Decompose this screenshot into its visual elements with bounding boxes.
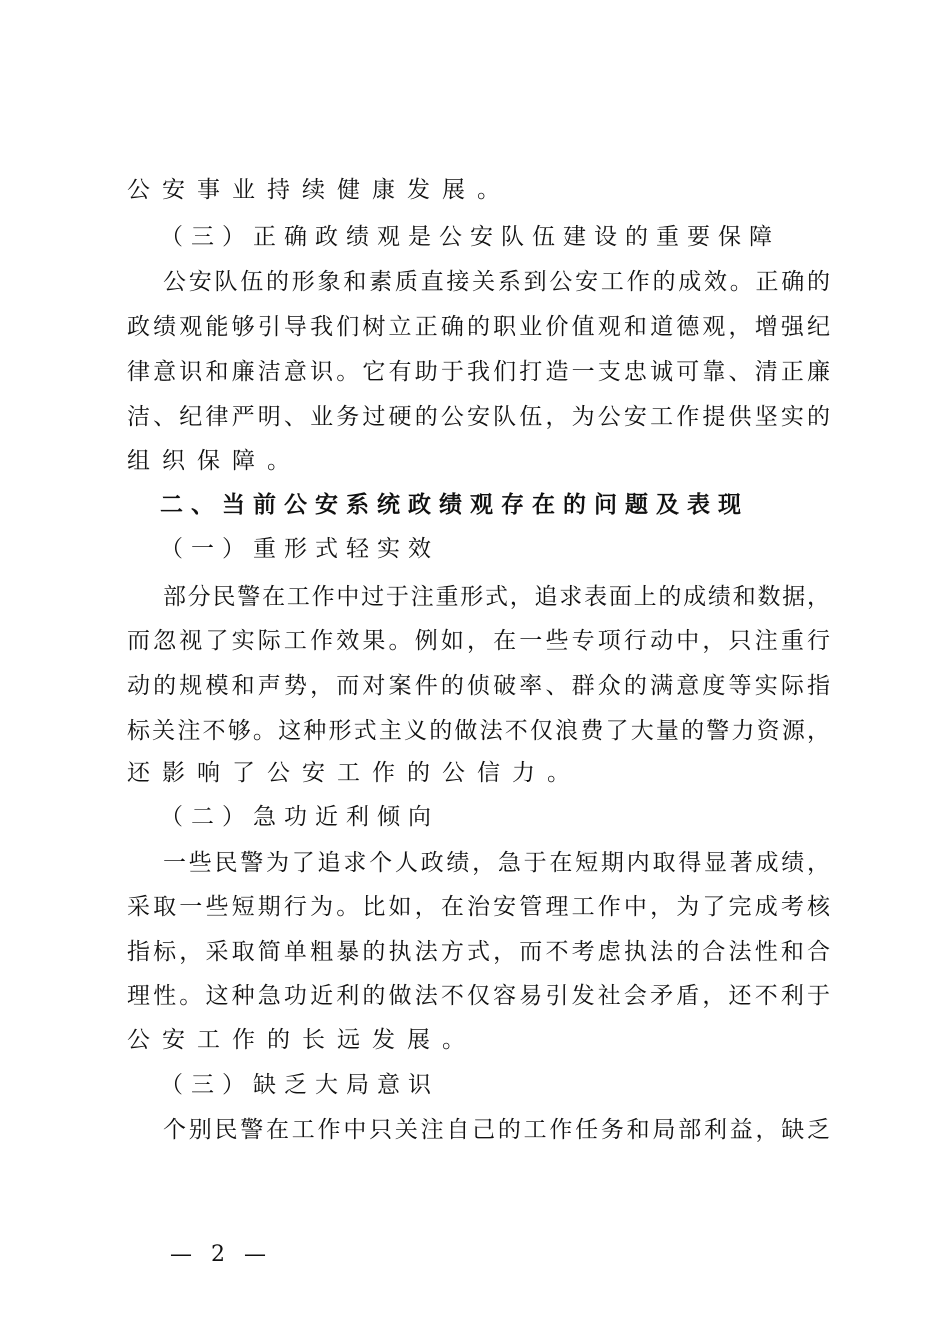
text-line: 还影响了公安工作的公信力。 <box>127 760 582 786</box>
text-line: 部分民警在工作中过于注重形式，追求表面上的成绩和数据， <box>163 584 830 610</box>
text-line: 采取一些短期行为。比如，在治安管理工作中，为了完成考核 <box>127 894 830 920</box>
subsection-heading: （三）缺乏大局意识 <box>160 1072 439 1098</box>
text-line: 理性。这种急功近利的做法不仅容易引发社会矛盾，还不利于 <box>127 983 830 1009</box>
text-line: 动的规模和声势，而对案件的侦破率、群众的满意度等实际指 <box>127 673 830 699</box>
text-line: 律意识和廉洁意识。它有助于我们打造一支忠诚可靠、清正廉 <box>127 359 830 385</box>
text-line: 洁、纪律严明、业务过硬的公安队伍，为公安工作提供坚实的 <box>127 404 830 430</box>
text-line: 政绩观能够引导我们树立正确的职业价值观和道德观，增强纪 <box>127 314 830 340</box>
section-heading: 二、当前公安系统政绩观存在的问题及表现 <box>160 492 749 518</box>
subsection-heading: （二）急功近利倾向 <box>160 804 439 830</box>
text-line: 而忽视了实际工作效果。例如，在一些专项行动中，只注重行 <box>127 628 830 654</box>
text-line: 公安事业持续健康发展。 <box>127 177 512 203</box>
subsection-heading: （一）重形式轻实效 <box>160 536 439 562</box>
subsection-heading: （三）正确政绩观是公安队伍建设的重要保障 <box>160 224 780 250</box>
text-line: 标关注不够。这种形式主义的做法不仅浪费了大量的警力资源， <box>127 718 830 744</box>
page-number: — 2 — <box>170 1242 272 1267</box>
text-line: 指标，采取简单粗暴的执法方式，而不考虑执法的合法性和合 <box>127 939 830 965</box>
text-line: 个别民警在工作中只关注自己的工作任务和局部利益，缺乏 <box>163 1117 830 1143</box>
text-line: 组织保障。 <box>127 448 302 474</box>
text-line: 公安工作的长远发展。 <box>127 1027 477 1053</box>
text-line: 一些民警为了追求个人政绩，急于在短期内取得显著成绩， <box>163 850 830 876</box>
text-line: 公安队伍的形象和素质直接关系到公安工作的成效。正确的 <box>163 269 830 295</box>
